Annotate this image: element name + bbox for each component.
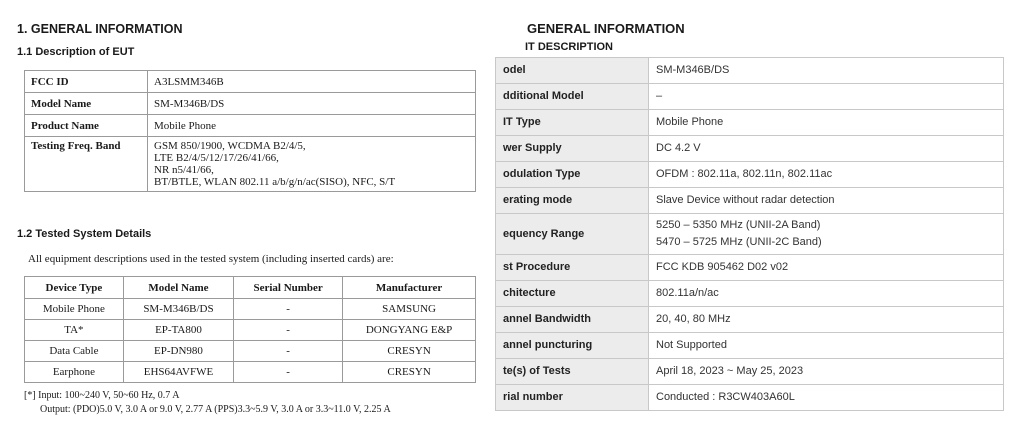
eut-row-label: rial number [496, 385, 649, 411]
eut-row [496, 188, 1004, 214]
eut-row-label: Testing Freq. Band [25, 137, 148, 192]
eut-row [496, 162, 1004, 188]
eut-row [496, 255, 1004, 281]
table-cell: DONGYANG E&P [343, 320, 476, 341]
eut-value-line: BT/BTLE, WLAN 802.11 a/b/g/n/ac(SISO), NFC, S/T [154, 176, 396, 188]
eut-row [496, 385, 1004, 411]
eut-row-value [649, 136, 1004, 162]
eut-value-line: 20, 40, 80 MHz [656, 313, 731, 325]
footnote-input: [*] Input: 100~240 V, 50~60 Hz, 0.7 A [24, 390, 180, 401]
eut-row [496, 110, 1004, 136]
eut-value-line: 5470 – 5725 MHz (UNII-2C Band) [656, 236, 822, 248]
eut-value-line: Conducted : R3CW403A60L [656, 391, 795, 403]
right-document-page [503, 0, 1024, 443]
eut-value-line: Not Supported [656, 339, 727, 351]
general-information-heading-right: GENERAL INFORMATION [527, 21, 685, 36]
eut-row-label: wer Supply [496, 136, 649, 162]
eut-row-value [649, 110, 1004, 136]
eut-row [496, 214, 1004, 255]
eut-value-line: 802.11a/n/ac [656, 287, 719, 299]
column-header: Model Name [123, 277, 233, 299]
eut-row-label: st Procedure [496, 255, 649, 281]
table-row [25, 341, 476, 362]
general-information-heading: 1. GENERAL INFORMATION [17, 22, 183, 36]
eut-value-line: Mobile Phone [154, 119, 217, 132]
eut-row-label: annel Bandwidth [496, 307, 649, 333]
eut-description-heading-right: IT DESCRIPTION [525, 41, 614, 53]
table-cell: EP-TA800 [123, 320, 233, 341]
eut-row-value [649, 188, 1004, 214]
table-cell: Data Cable [25, 341, 124, 362]
table-cell: SAMSUNG [343, 299, 476, 320]
eut-row [496, 307, 1004, 333]
table-cell: - [234, 362, 343, 383]
eut-value-line: GSM 850/1900, WCDMA B2/4/5, [154, 140, 306, 152]
eut-row [496, 84, 1004, 110]
table-cell: Earphone [25, 362, 124, 383]
footnote-output: Output: (PDO)5.0 V, 3.0 A or 9.0 V, 2.77 A (PPS)3.3~5.9 V, 3.0 A or 3.3~11.0 V, 2.25 A [40, 404, 391, 415]
table-row [25, 362, 476, 383]
eut-row [25, 93, 476, 115]
eut-row-label: Product Name [25, 115, 148, 137]
eut-row-value [649, 359, 1004, 385]
eut-row-value [649, 214, 1004, 255]
left-document-page [0, 0, 505, 443]
eut-value-line: FCC KDB 905462 D02 v02 [656, 261, 789, 273]
eut-value-line: DC 4.2 V [656, 142, 701, 154]
eut-row [25, 115, 476, 137]
table-cell: CRESYN [343, 362, 476, 383]
eut-row [496, 136, 1004, 162]
table-cell: SM-M346B/DS [123, 299, 233, 320]
eut-row-label: odel [496, 58, 649, 84]
table-cell: CRESYN [343, 341, 476, 362]
eut-row-value [148, 93, 476, 115]
eut-row-value [649, 255, 1004, 281]
eut-value-line: OFDM : 802.11a, 802.11n, 802.11ac [656, 168, 833, 180]
eut-row-label: odulation Type [496, 162, 649, 188]
table-cell: - [234, 299, 343, 320]
eut-row-value [649, 162, 1004, 188]
table-cell: Mobile Phone [25, 299, 124, 320]
eut-value-line: Slave Device without radar detection [656, 194, 835, 206]
eut-row [496, 359, 1004, 385]
eut-value-line: SM-M346B/DS [154, 97, 225, 110]
eut-row-value [649, 58, 1004, 84]
tested-system-heading: 1.2 Tested System Details [17, 228, 152, 240]
eut-description-table-right [495, 57, 1004, 411]
eut-value-line: 5250 – 5350 MHz (UNII-2A Band) [656, 219, 821, 231]
table-row [25, 299, 476, 320]
eut-value-line: NR n5/41/66, [154, 164, 214, 176]
column-header: Serial Number [234, 277, 343, 299]
eut-description-heading: 1.1 Description of EUT [17, 46, 135, 58]
table-row [25, 320, 476, 341]
eut-row-label: equency Range [496, 214, 649, 255]
table-cell: EHS64AVFWE [123, 362, 233, 383]
eut-row [496, 58, 1004, 84]
eut-row-label: erating mode [496, 188, 649, 214]
eut-row-label: IT Type [496, 110, 649, 136]
tested-system-table [24, 276, 476, 383]
eut-row-label: FCC ID [25, 71, 148, 93]
eut-row-label: te(s) of Tests [496, 359, 649, 385]
eut-value-line: LTE B2/4/5/12/17/26/41/66, [154, 152, 279, 164]
eut-row [496, 281, 1004, 307]
eut-value-line: Mobile Phone [656, 116, 724, 128]
table-cell: TA* [25, 320, 124, 341]
eut-row [496, 333, 1004, 359]
eut-row-value [649, 385, 1004, 411]
eut-row-label: annel puncturing [496, 333, 649, 359]
eut-row-value [148, 71, 476, 93]
column-header: Manufacturer [343, 277, 476, 299]
column-header: Device Type [25, 277, 124, 299]
eut-description-table [24, 70, 476, 192]
eut-row-label: chitecture [496, 281, 649, 307]
eut-row-value [148, 115, 476, 137]
eut-row [25, 137, 476, 192]
eut-row-label: Model Name [25, 93, 148, 115]
eut-row-value [649, 333, 1004, 359]
table-cell: EP-DN980 [123, 341, 233, 362]
eut-value-line: – [656, 90, 663, 102]
eut-row-label: dditional Model [496, 84, 649, 110]
eut-row [25, 71, 476, 93]
table-cell: - [234, 320, 343, 341]
table-cell: - [234, 341, 343, 362]
tested-system-intro: All equipment descriptions used in the tested system (including inserted cards) are: [28, 253, 394, 265]
eut-row-value [148, 137, 476, 192]
eut-value-line: A3LSMM346B [154, 75, 224, 88]
eut-row-value [649, 84, 1004, 110]
eut-row-value [649, 281, 1004, 307]
eut-value-line: April 18, 2023 ~ May 25, 2023 [656, 365, 804, 377]
eut-row-value [649, 307, 1004, 333]
eut-value-line: SM-M346B/DS [656, 64, 730, 76]
